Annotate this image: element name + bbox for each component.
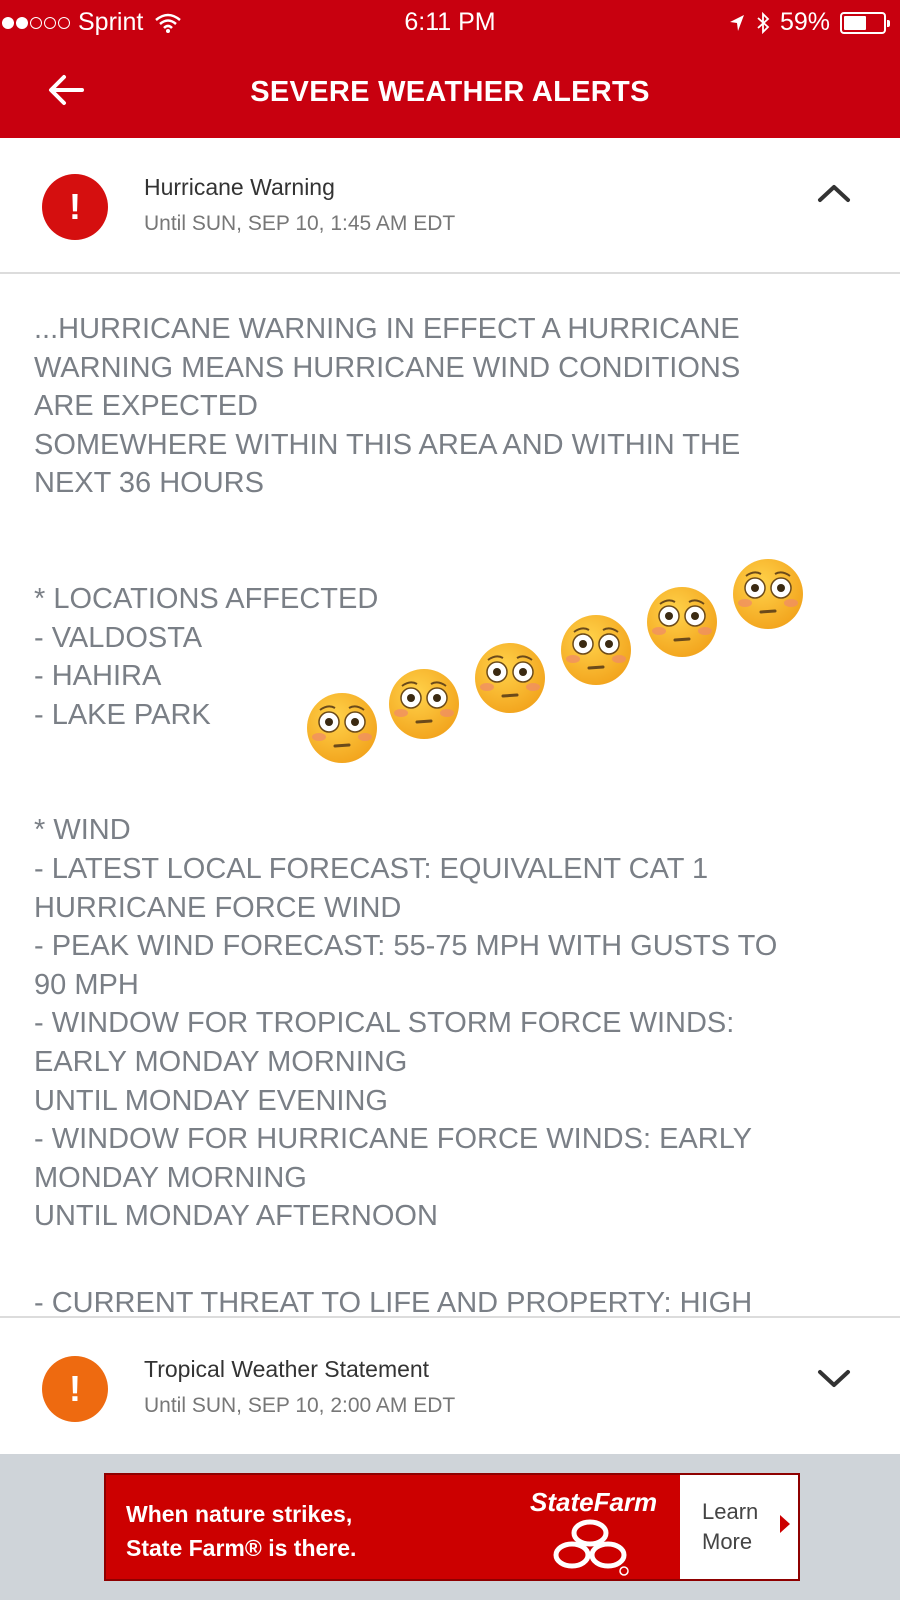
alert-exclamation-icon: ! — [42, 1356, 108, 1422]
body-line: - CURRENT THREAT TO LIFE AND PROPERTY: HIGH — [34, 1286, 753, 1316]
bluetooth-icon — [756, 11, 770, 35]
body-line: * LOCATIONS AFFECTED — [34, 582, 379, 615]
carrier-name: Sprint — [78, 8, 144, 36]
clock: 6:11 PM — [404, 8, 496, 36]
body-line: - LAKE PARK — [34, 698, 211, 731]
battery-icon — [840, 12, 886, 34]
ad-brand: StateFarm — [530, 1487, 658, 1517]
page-title: SEVERE WEATHER ALERTS — [250, 76, 650, 108]
body-line: - LATEST LOCAL FORECAST: EQUIVALENT CAT 1 — [34, 852, 709, 885]
status-bar — [0, 0, 900, 46]
body-line: - PEAK WIND FORECAST: 55-75 MPH WITH GUSTS TO — [34, 930, 778, 963]
chevron-down-icon[interactable] — [816, 1366, 852, 1390]
status-right — [728, 8, 886, 37]
alert-until: Until SUN, SEP 10, 2:00 AM EDT — [144, 1394, 456, 1417]
body-line: - HAHIRA — [34, 660, 162, 693]
alert-exclamation-icon: ! — [42, 174, 108, 240]
chevron-up-icon[interactable] — [816, 182, 852, 206]
alert-tropical-weather-statement[interactable] — [0, 1318, 900, 1452]
body-line: - WINDOW FOR HURRICANE FORCE WINDS: EARLY — [34, 1123, 753, 1156]
body-line: WARNING MEANS HURRICANE WIND CONDITIONS — [34, 351, 741, 384]
body-line: UNTIL MONDAY EVENING — [34, 1084, 388, 1117]
learn-more-button[interactable] — [680, 1475, 798, 1579]
state-farm-ad[interactable] — [104, 1473, 800, 1581]
location-arrow-icon — [728, 13, 746, 33]
body-line: MONDAY MORNING — [34, 1161, 307, 1194]
body-line: EARLY MONDAY MORNING — [34, 1045, 408, 1078]
body-line: ARE EXPECTED — [34, 390, 258, 423]
alert-title: Hurricane Warning — [144, 174, 335, 200]
nav-bar — [0, 46, 900, 138]
learn-more-label: More — [702, 1529, 753, 1554]
body-line: * WIND — [34, 814, 131, 847]
battery-percent: 59% — [779, 8, 830, 36]
caret-right-icon — [780, 1515, 790, 1533]
body-line: ...HURRICANE WARNING IN EFFECT A HURRICANE — [34, 313, 740, 345]
divider — [0, 272, 900, 274]
ad-bar — [0, 1454, 900, 1600]
alert-title: Tropical Weather Statement — [144, 1356, 430, 1382]
alert-body — [34, 310, 874, 1316]
body-line: UNTIL MONDAY AFTERNOON — [34, 1200, 438, 1233]
state-farm-logo-icon — [550, 1515, 630, 1577]
alert-hurricane-warning[interactable] — [0, 138, 900, 272]
body-line: - WINDOW FOR TROPICAL STORM FORCE WINDS: — [34, 1007, 735, 1040]
battery-fill — [844, 16, 866, 30]
body-line: SOMEWHERE WITHIN THIS AREA AND WITHIN THE — [34, 428, 741, 461]
ad-line: State Farm® is there. — [126, 1535, 357, 1561]
alert-until: Until SUN, SEP 10, 1:45 AM EDT — [144, 212, 456, 235]
ad-line: When nature strikes, — [126, 1501, 353, 1527]
body-line: - VALDOSTA — [34, 621, 203, 654]
body-line: NEXT 36 HOURS — [34, 467, 264, 500]
ad-headline — [126, 1497, 356, 1565]
body-line: HURRICANE FORCE WIND — [34, 891, 402, 924]
app-bar — [0, 0, 900, 138]
body-line: 90 MPH — [34, 968, 139, 1001]
learn-more-label: Learn — [702, 1499, 759, 1524]
